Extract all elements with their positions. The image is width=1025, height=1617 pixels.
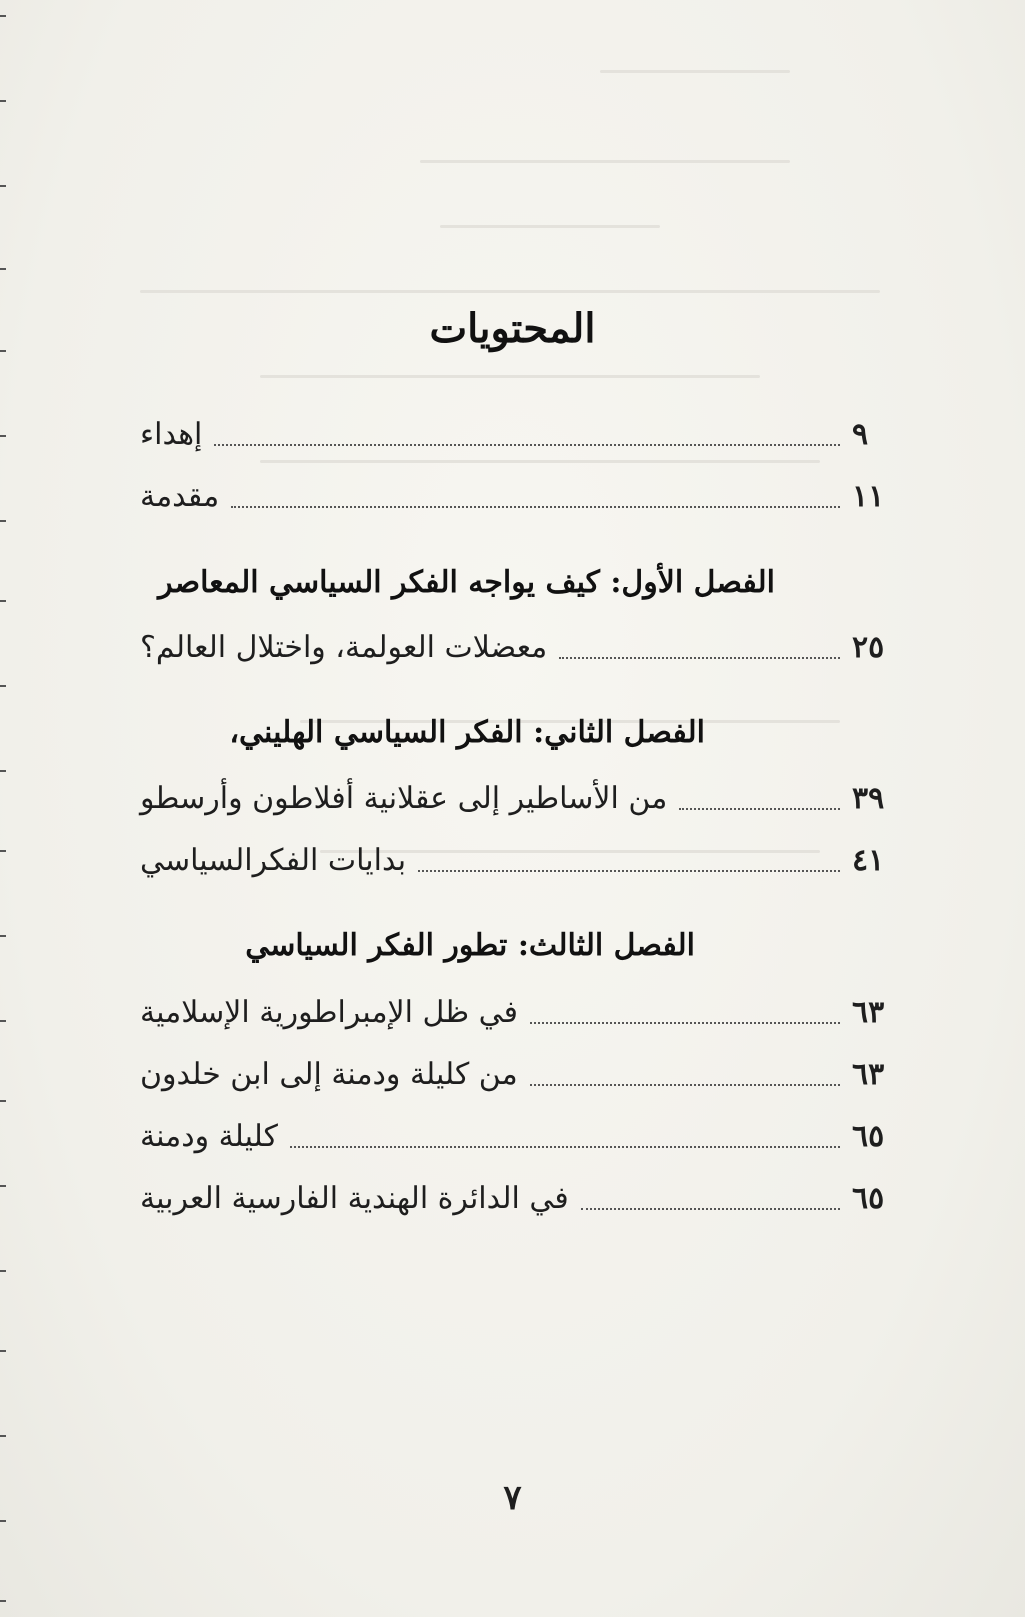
toc-page-number: ٦٣ [852, 1057, 885, 1092]
toc-entry[interactable] [140, 1176, 890, 1222]
dot-leader [679, 807, 840, 810]
toc-page-number: ٢٥ [852, 630, 885, 665]
toc-entry[interactable] [140, 776, 890, 822]
toc-entry[interactable] [140, 990, 890, 1036]
toc-entry-label: في الدائرة الهندية الفارسية العربية [140, 1181, 569, 1216]
page-title: المحتويات [429, 304, 596, 352]
toc-entry-label: كليلة ودمنة [140, 1119, 278, 1154]
toc-page-number: ١١ [852, 479, 885, 514]
toc-entry[interactable] [140, 1052, 890, 1098]
dot-leader [418, 869, 840, 872]
toc-page-number: ٦٥ [852, 1181, 885, 1216]
dot-leader [231, 505, 840, 508]
page-number-footer: ٧ [503, 1478, 522, 1518]
dot-leader [530, 1021, 840, 1024]
toc-page-number: ٦٣ [852, 995, 885, 1030]
toc-entry-dedication[interactable] [140, 412, 890, 458]
toc-entry-label: في ظل الإمبراطورية الإسلامية [140, 995, 518, 1030]
toc-entry[interactable] [140, 838, 890, 884]
toc-entry-label: مقدمة [140, 479, 220, 514]
chapter-3-heading: الفصل الثالث: تطور الفكر السياسي [245, 928, 695, 963]
toc-entry-label: إهداء [140, 417, 203, 452]
chapter-1-heading: الفصل الأول: كيف يواجه الفكر السياسي المعاصر [158, 565, 775, 600]
toc-entry-label: من الأساطير إلى عقلانية أفلاطون وأرسطو [140, 781, 668, 816]
dot-leader [290, 1145, 840, 1148]
toc-entry[interactable] [140, 625, 890, 671]
dot-leader [214, 443, 840, 446]
toc-entry-label: من كليلة ودمنة إلى ابن خلدون [140, 1057, 518, 1092]
toc-entry-introduction[interactable] [140, 474, 890, 520]
chapter-2-heading: الفصل الثاني: الفكر السياسي الهليني، [229, 715, 705, 750]
dot-leader [581, 1207, 840, 1210]
toc-page-number: ٣٩ [852, 781, 885, 816]
toc-page-number: ٦٥ [852, 1119, 885, 1154]
toc-page-number: ٤١ [852, 843, 885, 878]
toc-page-number: ٩ [852, 417, 869, 452]
dot-leader [559, 656, 840, 659]
toc-entry-label: معضلات العولمة، واختلال العالم؟ [140, 630, 548, 665]
toc-entry-label: بدايات الفكرالسياسي [140, 843, 407, 878]
toc-entry[interactable] [140, 1114, 890, 1160]
dot-leader [530, 1083, 840, 1086]
